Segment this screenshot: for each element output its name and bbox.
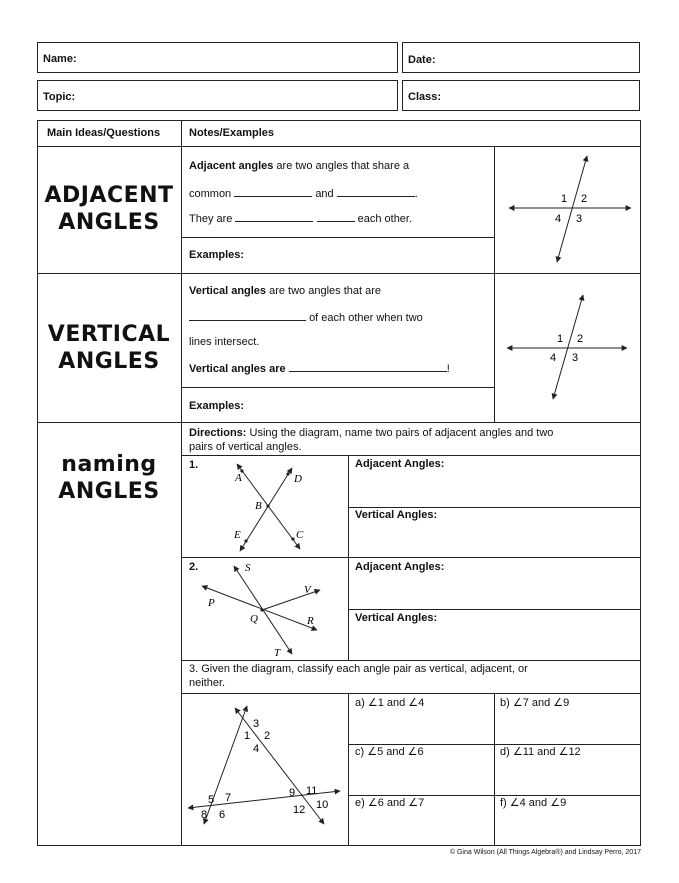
vert-angle-4: 4 bbox=[550, 352, 557, 364]
p3-row-divider-2 bbox=[348, 795, 641, 796]
pair-b: b) ∠7 and ∠9 bbox=[500, 697, 570, 709]
adjacent-term: Adjacent angles bbox=[189, 160, 274, 172]
p3-col-divider bbox=[494, 693, 495, 846]
blank-5[interactable] bbox=[189, 311, 306, 321]
name-box[interactable] bbox=[37, 42, 398, 73]
p3-instructions-line2: neither. bbox=[189, 677, 226, 689]
p3-angle-6: 6 bbox=[219, 809, 226, 821]
adjacent-title: ADJACENT ANGLES bbox=[44, 183, 174, 235]
vertical-definition-line2: of each other when two bbox=[189, 311, 423, 325]
point-V: V bbox=[304, 584, 311, 596]
p3-angle-7: 7 bbox=[225, 792, 232, 804]
blank-3[interactable] bbox=[235, 212, 313, 222]
p1-answer-divider bbox=[348, 507, 641, 508]
adjacent-examples-divider bbox=[181, 237, 494, 238]
p3-angle-8: 8 bbox=[201, 809, 208, 821]
pair-a: a) ∠1 and ∠4 bbox=[355, 697, 425, 709]
adjacent-definition-line3: They are each other. bbox=[189, 213, 413, 225]
pair-d: d) ∠11 and ∠12 bbox=[500, 746, 581, 758]
point-P: P bbox=[208, 597, 215, 609]
col1-header: Main Ideas/Questions bbox=[47, 127, 161, 139]
adjacent-definition-line1: Adjacent angles are two angles that share a bbox=[189, 160, 410, 172]
problem2-diagram bbox=[182, 558, 348, 660]
adj-angle-3: 3 bbox=[576, 213, 583, 225]
adj-angle-4: 4 bbox=[555, 213, 562, 225]
p3-angle-4: 4 bbox=[253, 743, 260, 755]
date-box[interactable] bbox=[402, 42, 640, 73]
vertical-definition-line3: lines intersect. bbox=[189, 336, 260, 348]
vertical-title: VERTICAL ANGLES bbox=[47, 322, 171, 374]
vertical-definition-line1: Vertical angles are two angles that are bbox=[189, 285, 382, 297]
point-A: A bbox=[235, 472, 242, 484]
problem3-top bbox=[181, 660, 641, 661]
p3-angle-2: 2 bbox=[264, 730, 271, 742]
p2-vertical-label: Vertical Angles: bbox=[355, 612, 438, 624]
p3-angle-10: 10 bbox=[316, 799, 329, 811]
date-label: Date: bbox=[408, 54, 436, 66]
adjacent-definition-line2: common and . bbox=[189, 188, 418, 200]
p3-angle-3: 3 bbox=[253, 718, 260, 730]
point-B: B bbox=[255, 500, 262, 512]
point-S: S bbox=[245, 562, 251, 574]
adj-angle-2: 2 bbox=[581, 193, 588, 205]
point-C: C bbox=[296, 529, 304, 541]
p3-instructions: 3. Given the diagram, classify each angle pair as vertical, adjacent, or bbox=[189, 663, 528, 675]
p2-answer-divider bbox=[348, 609, 641, 610]
p3-figure-divider bbox=[348, 693, 349, 846]
directions: Directions: Using the diagram, name two pairs of adjacent angles and two bbox=[189, 427, 554, 439]
adj-angle-1: 1 bbox=[561, 193, 568, 205]
topic-box[interactable] bbox=[37, 80, 398, 111]
p3-angle-1: 1 bbox=[244, 730, 251, 742]
vertical-examples-label: Examples: bbox=[189, 400, 245, 412]
blank-2[interactable] bbox=[337, 187, 415, 197]
copyright-footer: © Gina Wilson (All Things Algebra®) and Lindsay Perro, 2017 bbox=[449, 849, 641, 856]
p3-angle-5: 5 bbox=[208, 794, 215, 806]
adjacent-diagram bbox=[495, 146, 641, 273]
point-R: R bbox=[307, 615, 314, 627]
problem1-diagram bbox=[182, 456, 348, 558]
point-D: D bbox=[294, 473, 302, 485]
p2-adjacent-label: Adjacent Angles: bbox=[355, 561, 445, 573]
point-Q: Q bbox=[250, 613, 258, 625]
section-divider-2 bbox=[37, 422, 641, 423]
name-label: Name: bbox=[43, 53, 77, 65]
class-label: Class: bbox=[408, 91, 442, 103]
directions-line2: pairs of vertical angles. bbox=[189, 441, 302, 453]
vertical-definition-line4: Vertical angles are ! bbox=[189, 363, 450, 375]
p3-angle-12: 12 bbox=[293, 804, 306, 816]
p3-row-divider-1 bbox=[348, 744, 641, 745]
vertical-diagram bbox=[495, 273, 641, 422]
naming-title: naming ANGLES bbox=[58, 452, 160, 504]
vert-angle-1: 1 bbox=[557, 333, 564, 345]
p1-number: 1. bbox=[189, 459, 199, 471]
adjacent-examples-label: Examples: bbox=[189, 249, 245, 261]
vertical-examples-divider bbox=[181, 387, 494, 388]
p1-adjacent-label: Adjacent Angles: bbox=[355, 458, 445, 470]
point-E: E bbox=[234, 529, 241, 541]
vertical-term: Vertical angles bbox=[189, 285, 267, 297]
p1-vertical-label: Vertical Angles: bbox=[355, 509, 438, 521]
p2-number: 2. bbox=[189, 561, 199, 573]
pair-c: c) ∠5 and ∠6 bbox=[355, 746, 424, 758]
topic-label: Topic: bbox=[43, 91, 76, 103]
point-T: T bbox=[274, 647, 281, 659]
blank-1[interactable] bbox=[234, 187, 312, 197]
p3-angle-9: 9 bbox=[289, 787, 296, 799]
vert-angle-2: 2 bbox=[577, 333, 584, 345]
blank-4[interactable] bbox=[317, 212, 355, 222]
p3-angle-11: 11 bbox=[306, 785, 318, 797]
problem3-diagram bbox=[182, 694, 348, 846]
col2-header: Notes/Examples bbox=[189, 127, 274, 139]
pair-e: e) ∠6 and ∠7 bbox=[355, 797, 425, 809]
blank-6[interactable] bbox=[289, 362, 447, 372]
vert-angle-3: 3 bbox=[572, 352, 579, 364]
pair-f: f) ∠4 and ∠9 bbox=[500, 797, 567, 809]
